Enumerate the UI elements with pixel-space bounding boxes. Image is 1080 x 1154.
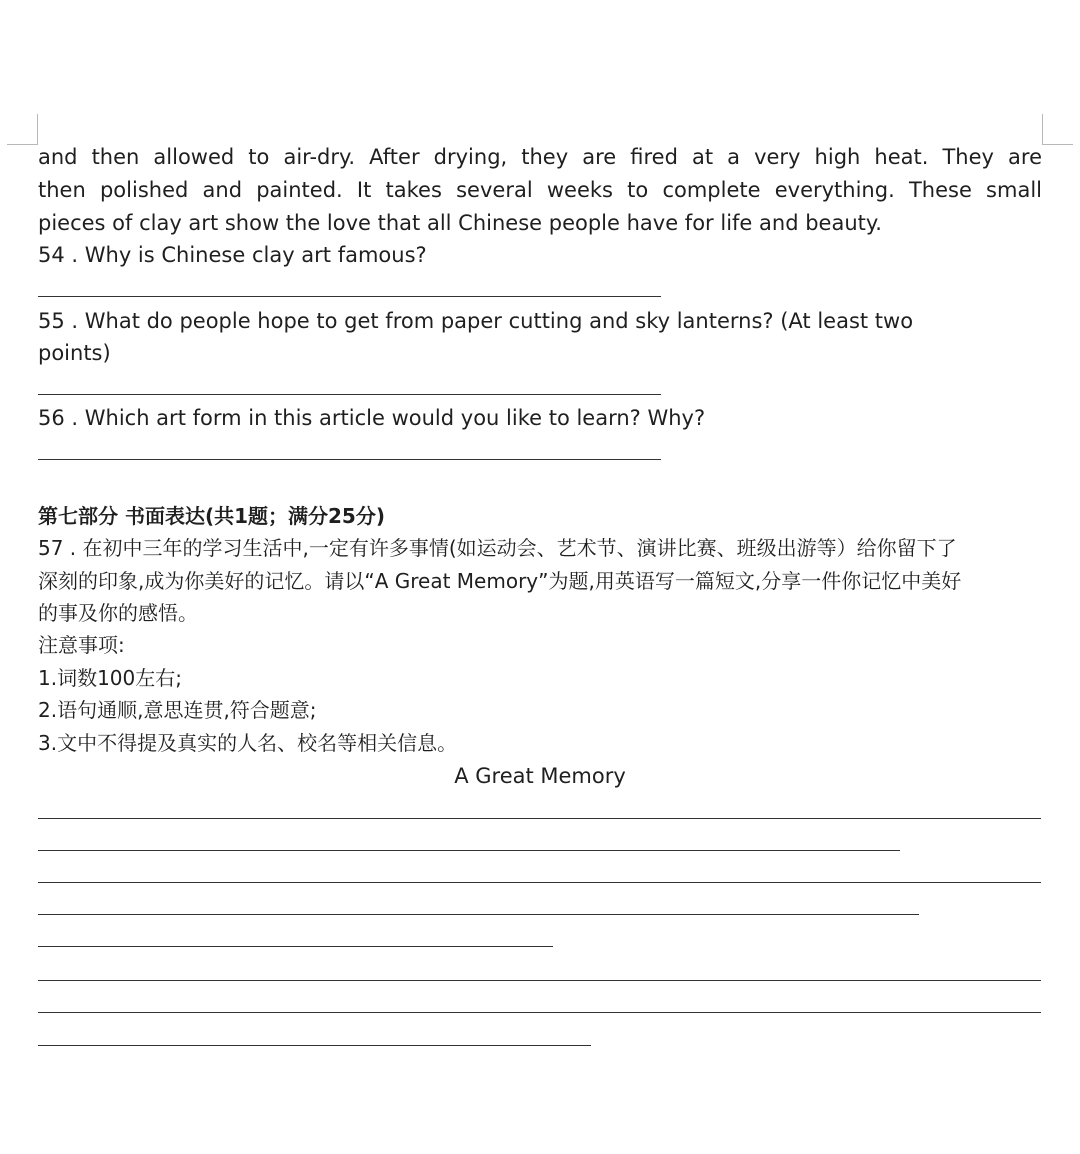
note-item: 1.词数100左右; (38, 666, 182, 690)
answer-line-54[interactable] (38, 296, 661, 297)
answer-line-56[interactable] (38, 459, 661, 460)
essay-line[interactable] (38, 1045, 591, 1046)
essay-line[interactable] (38, 946, 553, 947)
essay-line[interactable] (38, 818, 1041, 819)
note-item: 3.文中不得提及真实的人名、校名等相关信息。 (38, 731, 458, 755)
question-54: 54 . Why is Chinese clay art famous? (38, 243, 427, 267)
essay-line[interactable] (38, 914, 919, 915)
passage-line: pieces of clay art show the love that all Chinese people have for life and beauty. (38, 211, 882, 235)
question-56: 56 . Which art form in this article would you like to learn? Why? (38, 406, 706, 430)
prompt-line: 深刻的印象,成为你美好的记忆。请以“A Great Memory”为题,用英语写一篇短文,分享一件你记忆中美好 (38, 569, 962, 593)
answer-line-55[interactable] (38, 394, 661, 395)
question-55-cont: points) (38, 341, 111, 365)
essay-line[interactable] (38, 1012, 1041, 1013)
essay-title: A Great Memory (454, 764, 626, 788)
notes-heading: 注意事项: (38, 633, 125, 657)
prompt-line: 57 . 在初中三年的学习生活中,一定有许多事情(如运动会、艺术节、演讲比赛、班级出游等）给你留下了 (38, 536, 957, 560)
prompt-line: 的事及你的感悟。 (38, 601, 198, 625)
section-title: 第七部分 书面表达(共1题；满分25分) (38, 504, 385, 528)
essay-line[interactable] (38, 980, 1041, 981)
essay-line[interactable] (38, 882, 1041, 883)
page-corner-mark-right (1042, 114, 1073, 145)
page-corner-mark-left (7, 114, 38, 145)
passage-line: and then allowed to air-dry. After drying, they are fired at a very high heat. They are (38, 145, 1042, 169)
question-55: 55 . What do people hope to get from paper cutting and sky lanterns? (At least two (38, 309, 914, 333)
passage-line: then polished and painted. It takes several weeks to complete everything. These small (38, 178, 1042, 202)
note-item: 2.语句通顺,意思连贯,符合题意; (38, 698, 317, 722)
essay-line[interactable] (38, 850, 900, 851)
